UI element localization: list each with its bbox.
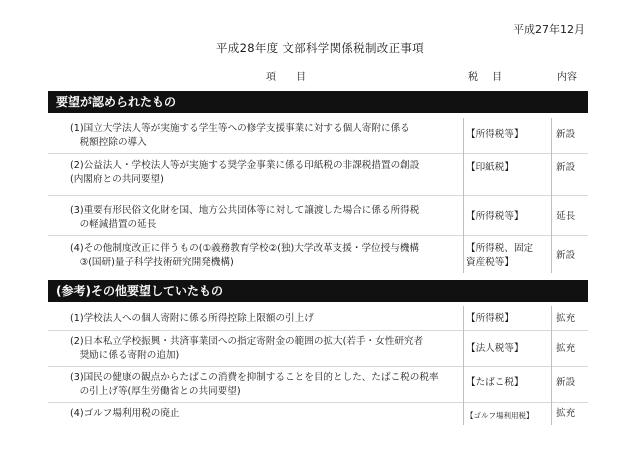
column-divider — [551, 306, 552, 425]
row-content: 拡充 — [556, 343, 576, 354]
column-divider — [551, 118, 552, 273]
row-content: 拡充 — [556, 313, 576, 324]
row-item: (2)公益法人・学校法人等が実施する奨学金事業に係る印紙税の非課税措置の創設 (内閣府との共同要望) — [70, 160, 420, 185]
column-divider — [463, 118, 464, 273]
row-item: (4)その他制度改正に伴うもの(①義務教育学校②(独)大学改革支援・学位授与機構 ③(国研)量子科学技術研究開発機構) — [70, 243, 420, 268]
table-row — [48, 236, 588, 273]
column-header-item: 項 目 — [266, 72, 306, 83]
table-row — [48, 196, 588, 236]
table-row — [48, 154, 588, 196]
row-content: 拡充 — [556, 408, 576, 419]
row-content: 新設 — [556, 129, 576, 140]
row-content: 延長 — [556, 211, 576, 222]
row-tax: 【所得税、固定 資産税等】 — [466, 243, 534, 268]
row-item: (2)日本私立学校振興・共済事業団への指定寄附金の範囲の拡大(若手・女性研究者 奨励に係る寄附の追加) — [70, 336, 424, 361]
table-row — [48, 367, 588, 403]
row-item: (1)学校法人への個人寄附に係る所得控除上限額の引上げ — [70, 313, 314, 324]
table-row — [48, 331, 588, 367]
table-row — [48, 403, 588, 425]
row-tax: 【たばこ税】 — [466, 377, 524, 388]
section-approved-header: 要望が認められたもの — [48, 91, 588, 113]
row-item: (3)重要有形民俗文化財を国、地方公共団体等に対して譲渡した場合に係る所得税 の軽減措置の延長 — [70, 205, 420, 230]
row-tax: 【ゴルフ場利用税】 — [466, 411, 534, 420]
row-content: 新設 — [556, 377, 576, 388]
row-content: 新設 — [556, 162, 576, 173]
row-tax: 【印紙税】 — [466, 162, 514, 173]
column-header-tax: 税目 — [468, 72, 516, 83]
row-tax: 【所得税等】 — [466, 129, 524, 140]
table-row — [48, 306, 588, 331]
row-tax: 【所得税】 — [466, 313, 514, 324]
document-title: 平成28年度 文部科学関係税制改正事項 — [216, 41, 424, 55]
section-reference-header: (参考)その他要望していたもの — [48, 280, 588, 302]
document-date: 平成27年12月 — [513, 23, 585, 36]
column-header-content: 内容 — [557, 72, 577, 83]
row-item: (3)国民の健康の観点からたばこの消費を抑制することを目的とした、たばこ税の税率 の引上げ等(厚生労働省との共同要望) — [70, 372, 439, 397]
row-tax: 【所得税等】 — [466, 211, 524, 222]
row-item: (4)ゴルフ場利用税の廃止 — [70, 408, 180, 419]
column-divider — [463, 306, 464, 425]
row-content: 新設 — [556, 250, 576, 261]
column-header-row — [48, 63, 588, 85]
row-item: (1)国立大学法人等が実施する学生等への修学支援事業に対する個人寄附に係る 税額控除の導入 — [70, 123, 410, 148]
row-tax: 【法人税等】 — [466, 343, 524, 354]
table-row — [48, 118, 588, 154]
